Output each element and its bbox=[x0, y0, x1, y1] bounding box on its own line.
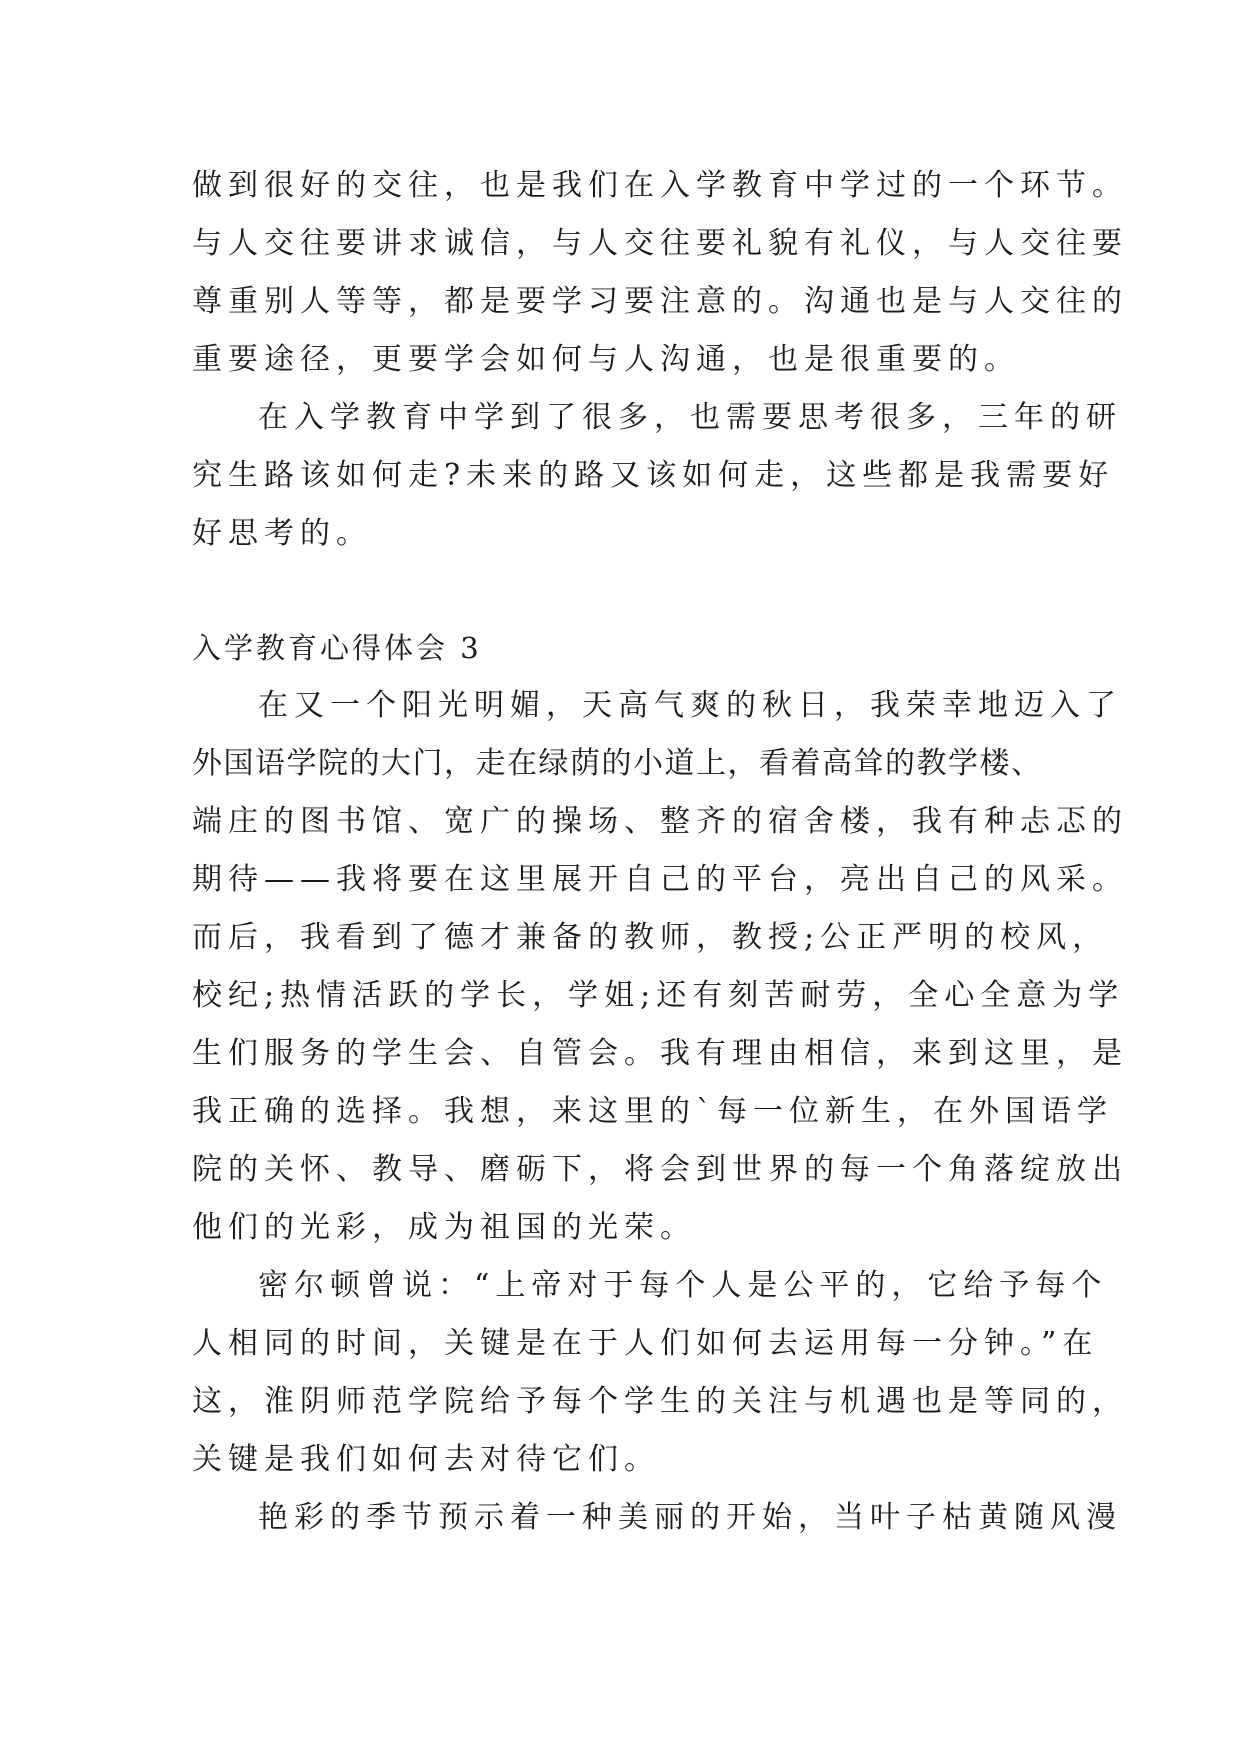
text-line: 生们服务的学生会、自管会。我有理由相信，来到这里，是 bbox=[192, 1036, 1128, 1071]
text-line: 端庄的图书馆、宽广的操场、整齐的宿舍楼，我有种忐忑的 bbox=[192, 804, 1128, 839]
paragraph-start-line: 密尔顿曾说：“上帝对于每个人是公平的，它给予每个 bbox=[258, 1268, 1108, 1303]
text-line: 做到很好的交往，也是我们在入学教育中学过的一个环节。 bbox=[192, 168, 1128, 203]
text-line: 院的关怀、教导、磨砺下，将会到世界的每一个角落绽放出 bbox=[192, 1152, 1128, 1187]
text-line: 校纪;热情活跃的学长，学姐;还有刻苦耐劳，全心全意为学 bbox=[192, 978, 1125, 1013]
text-line: 我正确的选择。我想，来这里的`每一位新生，在外国语学 bbox=[192, 1094, 1113, 1129]
text-line: 好思考的。 bbox=[192, 516, 372, 551]
paragraph-start-line: 艳彩的季节预示着一种美丽的开始，当叶子枯黄随风漫 bbox=[258, 1500, 1122, 1535]
text-line: 重要途径，更要学会如何与人沟通，也是很重要的。 bbox=[192, 342, 1020, 377]
text-line: 外国语学院的大门，走在绿荫的小道上，看着高耸的教学楼、 bbox=[192, 746, 1043, 781]
text-line: 而后，我看到了德才兼备的教师，教授;公正严明的校风， bbox=[192, 920, 1109, 955]
text-line: 与人交往要讲求诚信，与人交往要礼貌有礼仪，与人交往要 bbox=[192, 226, 1128, 261]
text-line: 他们的光彩，成为祖国的光荣。 bbox=[192, 1210, 696, 1245]
text-line: 关键是我们如何去对待它们。 bbox=[192, 1442, 660, 1477]
paragraph-start-line: 在入学教育中学到了很多，也需要思考很多，三年的研 bbox=[258, 400, 1122, 435]
text-line: 尊重别人等等，都是要学习要注意的。沟通也是与人交往的 bbox=[192, 284, 1128, 319]
paragraph-start-line: 在又一个阳光明媚，天高气爽的秋日，我荣幸地迈入了 bbox=[258, 688, 1122, 723]
text-line: 人相同的时间，关键是在于人们如何去运用每一分钟。”在 bbox=[192, 1326, 1099, 1361]
section-heading: 入学教育心得体会 3 bbox=[192, 631, 482, 665]
text-line: 期待——我将要在这里展开自己的平台，亮出自己的风采。 bbox=[192, 862, 1128, 897]
text-line: 究生路该如何走?未来的路又该如何走，这些都是我需要好 bbox=[192, 458, 1115, 493]
text-line: 这，淮阴师范学院给予每个学生的关注与机遇也是等同的， bbox=[192, 1384, 1128, 1419]
